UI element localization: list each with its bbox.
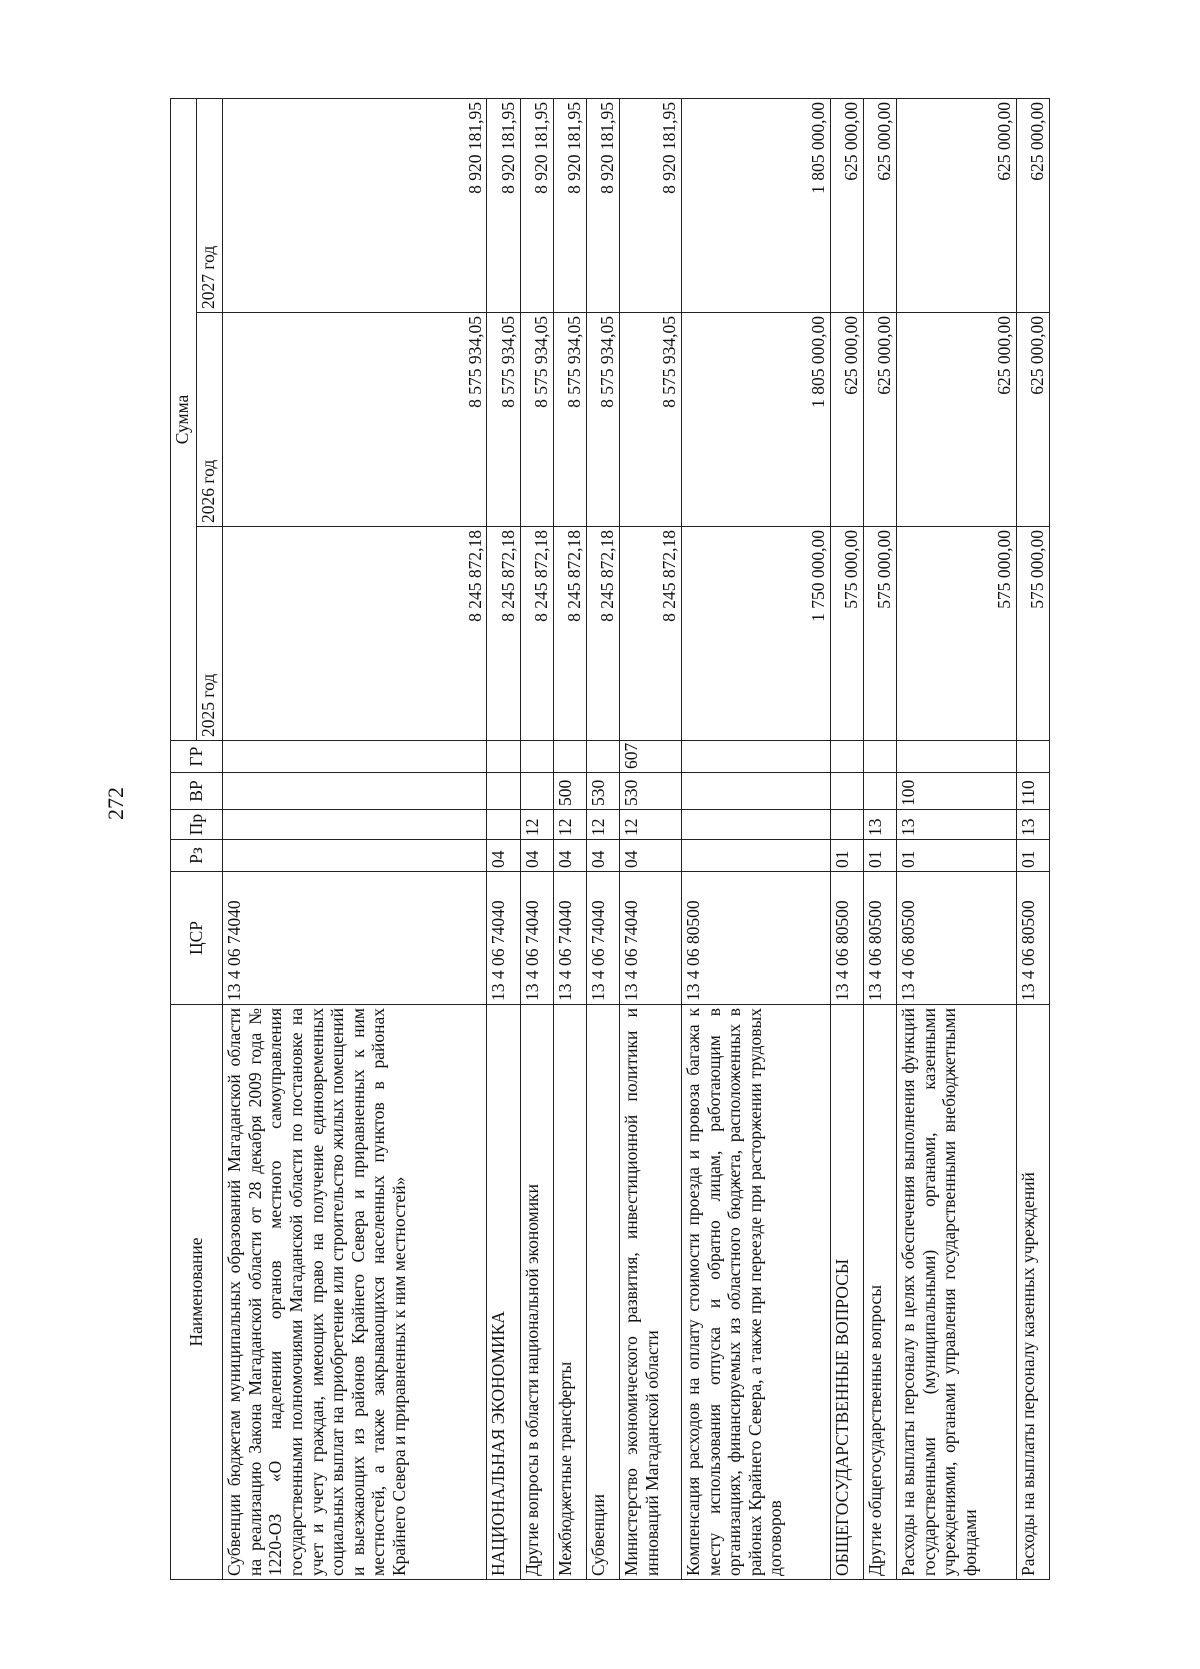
row-pr: 12 (553, 810, 586, 840)
header-year-2027: 2027 год (197, 98, 223, 312)
row-sum-2026: 8 575 934,05 (223, 313, 487, 527)
header-pr: Пр (171, 810, 223, 840)
row-sum-2027: 8 920 181,95 (553, 98, 586, 312)
budget-table (170, 98, 1050, 1580)
table-body (223, 98, 1050, 1579)
row-csr: 13 4 06 74040 (619, 872, 681, 1005)
header-vr: ВР (171, 773, 223, 810)
row-csr: 13 4 06 74040 (586, 872, 619, 1005)
row-sum-2025: 575 000,00 (830, 527, 863, 741)
table-row (586, 98, 619, 1579)
row-pr: 12 (586, 810, 619, 840)
row-sum-2025: 575 000,00 (896, 527, 1016, 741)
row-name: Другие вопросы в области национальной экономики (520, 1005, 553, 1580)
row-pr: 12 (619, 810, 681, 840)
row-vr: 500 (553, 773, 586, 810)
row-rz (223, 840, 487, 872)
row-pr (681, 810, 830, 840)
row-csr: 13 4 06 80500 (896, 872, 1016, 1005)
row-name: Другие общегосударственные вопросы (863, 1005, 896, 1580)
row-rz: 04 (553, 840, 586, 872)
row-csr: 13 4 06 74040 (487, 872, 520, 1005)
row-vr (681, 773, 830, 810)
table-row (863, 98, 896, 1579)
row-sum-2026: 8 575 934,05 (619, 313, 681, 527)
row-vr (223, 773, 487, 810)
row-name: НАЦИОНАЛЬНАЯ ЭКОНОМИКА (487, 1005, 520, 1580)
row-name: Расходы на выплаты персоналу в целях обеспечения выполнения функций государственными (муниципальными) органами, казенными учреждениями, органами управления государственными внебюджетными фондами (896, 1005, 1016, 1580)
row-sum-2025: 575 000,00 (863, 527, 896, 741)
row-rz: 04 (520, 840, 553, 872)
row-sum-2027: 625 000,00 (1016, 98, 1049, 312)
table-row (896, 98, 1016, 1579)
row-sum-2027: 625 000,00 (863, 98, 896, 312)
row-sum-2027: 8 920 181,95 (619, 98, 681, 312)
row-sum-2027: 625 000,00 (896, 98, 1016, 312)
row-name: ОБЩЕГОСУДАРСТВЕННЫЕ ВОПРОСЫ (830, 1005, 863, 1580)
row-rz: 01 (863, 840, 896, 872)
row-gr (863, 741, 896, 773)
row-sum-2026: 8 575 934,05 (586, 313, 619, 527)
row-sum-2025: 8 245 872,18 (553, 527, 586, 741)
row-vr (487, 773, 520, 810)
header-year-2025: 2025 год (197, 527, 223, 741)
row-pr (487, 810, 520, 840)
row-rz: 01 (830, 840, 863, 872)
row-sum-2025: 8 245 872,18 (223, 527, 487, 741)
row-sum-2025: 8 245 872,18 (520, 527, 553, 741)
row-csr: 13 4 06 74040 (553, 872, 586, 1005)
row-rz (681, 840, 830, 872)
table-row (1016, 98, 1049, 1579)
table-header (171, 98, 223, 1579)
row-sum-2026: 1 805 000,00 (681, 313, 830, 527)
table-row (520, 98, 553, 1579)
row-csr: 13 4 06 80500 (830, 872, 863, 1005)
row-sum-2027: 1 805 000,00 (681, 98, 830, 312)
row-csr: 13 4 06 74040 (223, 872, 487, 1005)
row-sum-2025: 1 750 000,00 (681, 527, 830, 741)
row-gr (586, 741, 619, 773)
row-name: Компенсация расходов на оплату стоимости проезда и провоза багажа к месту использования отпуска и обратно лицам, работающим в организациях, финансируемых из областного бюджета, расположенных в районах Крайнего Севера, а также при переезде при расторжении трудовых договоров (681, 1005, 830, 1580)
row-gr (681, 741, 830, 773)
table-row (223, 98, 487, 1579)
row-gr: 607 (619, 741, 681, 773)
row-gr (1016, 741, 1049, 773)
row-name: Субвенции (586, 1005, 619, 1580)
row-sum-2026: 625 000,00 (896, 313, 1016, 527)
row-name: Расходы на выплаты персоналу казенных учреждений (1016, 1005, 1049, 1580)
row-csr: 13 4 06 74040 (520, 872, 553, 1005)
row-sum-2027: 8 920 181,95 (520, 98, 553, 312)
header-csr: ЦСР (171, 872, 223, 1005)
row-rz: 04 (586, 840, 619, 872)
row-name: Субвенции бюджетам муниципальных образований Магаданской области на реализацию Закона Магаданской области от 28 декабря 2009 года № 1220-ОЗ «О наделении органов местного самоуправления государственными полномочиями Магаданской области по постановке на учет и учету граждан, имеющих право на получение единовременных социальных выплат на приобретение или строительство жилых помещений и выезжающих из районов Крайнего Севера и приравненных к ним местностей, а также закрывающихся населенных пунктов в районах Крайнего Севера и приравненных к ним местностей» (223, 1005, 487, 1580)
row-csr: 13 4 06 80500 (681, 872, 830, 1005)
header-sum: Сумма (171, 98, 197, 740)
row-vr: 110 (1016, 773, 1049, 810)
table-row (681, 98, 830, 1579)
table-row (553, 98, 586, 1579)
rotated-table-container (170, 100, 1050, 1580)
page-number: 272 (103, 787, 128, 820)
row-sum-2025: 8 245 872,18 (487, 527, 520, 741)
header-gr: ГР (171, 741, 223, 773)
row-gr (520, 741, 553, 773)
row-sum-2026: 625 000,00 (830, 313, 863, 527)
row-sum-2025: 8 245 872,18 (619, 527, 681, 741)
row-sum-2026: 625 000,00 (1016, 313, 1049, 527)
row-vr: 530 (586, 773, 619, 810)
row-gr (830, 741, 863, 773)
row-pr: 12 (520, 810, 553, 840)
header-year-2026: 2026 год (197, 313, 223, 527)
row-gr (553, 741, 586, 773)
row-csr: 13 4 06 80500 (1016, 872, 1049, 1005)
row-sum-2027: 8 920 181,95 (586, 98, 619, 312)
header-name: Наименование (171, 1005, 223, 1580)
row-vr: 530 (619, 773, 681, 810)
row-gr (223, 741, 487, 773)
table-row (619, 98, 681, 1579)
row-sum-2025: 575 000,00 (1016, 527, 1049, 741)
row-sum-2026: 8 575 934,05 (520, 313, 553, 527)
row-vr (863, 773, 896, 810)
row-rz: 04 (487, 840, 520, 872)
row-rz: 01 (896, 840, 1016, 872)
row-name: Межбюджетные трансферты (553, 1005, 586, 1580)
row-pr: 13 (896, 810, 1016, 840)
row-vr (520, 773, 553, 810)
row-vr: 100 (896, 773, 1016, 810)
table-row (487, 98, 520, 1579)
row-pr: 13 (863, 810, 896, 840)
row-gr (896, 741, 1016, 773)
row-sum-2025: 8 245 872,18 (586, 527, 619, 741)
row-sum-2027: 8 920 181,95 (487, 98, 520, 312)
row-name: Министерство экономического развития, инвестиционной политики и инноваций Магаданской области (619, 1005, 681, 1580)
row-pr: 13 (1016, 810, 1049, 840)
row-rz: 04 (619, 840, 681, 872)
header-rz: Рз (171, 840, 223, 872)
row-sum-2026: 8 575 934,05 (487, 313, 520, 527)
row-vr (830, 773, 863, 810)
row-sum-2026: 625 000,00 (863, 313, 896, 527)
row-csr: 13 4 06 80500 (863, 872, 896, 1005)
row-pr (830, 810, 863, 840)
table-row (830, 98, 863, 1579)
row-sum-2027: 8 920 181,95 (223, 98, 487, 312)
row-rz: 01 (1016, 840, 1049, 872)
row-sum-2027: 625 000,00 (830, 98, 863, 312)
row-sum-2026: 8 575 934,05 (553, 313, 586, 527)
row-pr (223, 810, 487, 840)
row-gr (487, 741, 520, 773)
